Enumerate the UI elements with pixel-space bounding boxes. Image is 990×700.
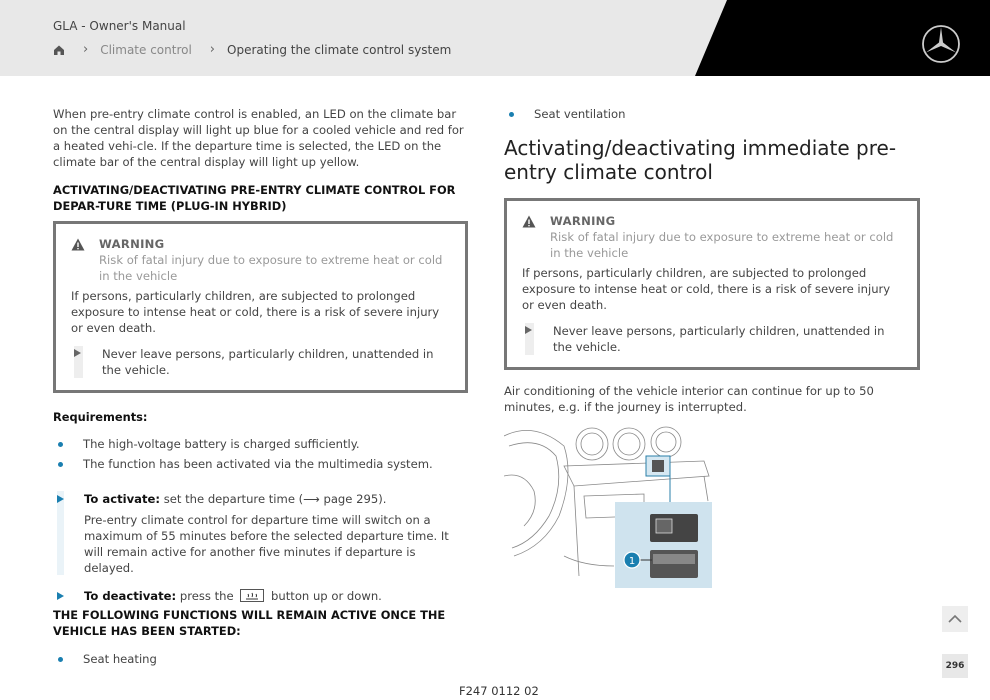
figure-id: F247 0112 02 (459, 684, 539, 698)
list-item: Seat ventilation (504, 106, 920, 122)
warning-subtitle: Risk of fatal injury due to exposure to extreme heat or cold in the vehicle (550, 230, 894, 260)
brand-star-logo-icon (921, 24, 961, 64)
activate-detail: Pre-entry climate control for departure time will switch on a maximum of 55 minutes before the selected departure time. It will remain active for another five minutes if departure is delayed. (84, 513, 449, 575)
breadcrumb-item-current: Operating the climate control system (227, 42, 452, 57)
requirements-list (53, 436, 468, 472)
app-title: GLA - Owner's Manual (53, 19, 186, 33)
list-item: Seat heating (53, 651, 468, 667)
functions-list (53, 651, 468, 667)
section-title: Activating/deactivating immediate pre-entry climate control (504, 136, 897, 184)
scroll-to-top-button[interactable] (942, 606, 968, 632)
requirements-label: Requirements: (53, 410, 148, 424)
warning-header (71, 236, 450, 284)
intro-paragraph: When pre-entry climate control is enabled, an LED on the climate bar on the central display will light up blue for a cooled vehicle and red for a heated vehi-cle. If the departure time is selected, the LED on the climate bar of the central display will light up yellow. (53, 107, 464, 169)
functions-list-continued (504, 106, 920, 122)
deactivate-label: To deactivate: (84, 589, 177, 603)
left-column (53, 106, 468, 671)
climate-button-icon (240, 589, 264, 602)
warning-step-text: Never leave persons, particularly children, unattended in the vehicle. (102, 347, 434, 377)
activate-label: To activate: (84, 492, 161, 506)
warning-body: If persons, particularly children, are subjected to prolonged exposure to intense heat or cold, there is a risk of severe injury or even death. (522, 266, 891, 312)
activate-text[interactable]: set the departure time (⟶ page 295). (160, 492, 387, 506)
breadcrumb-item-climate-control[interactable]: Climate control (100, 42, 192, 57)
right-column (504, 106, 920, 415)
functions-heading: THE FOLLOWING FUNCTIONS WILL REMAIN ACTIVE ONCE THE VEHICLE HAS BEEN STARTED: (53, 608, 446, 638)
chevron-right-icon: › (83, 42, 89, 57)
step-arrow-icon (57, 592, 64, 600)
deactivate-step: To deactivate: press the button up or down. (53, 588, 468, 604)
callout-number: 1 (628, 556, 636, 567)
chevron-up-icon (942, 606, 968, 632)
bullet-icon (58, 442, 63, 447)
warning-step (71, 346, 450, 378)
breadcrumb (53, 42, 451, 57)
section-heading: ACTIVATING/DEACTIVATING PRE-ENTRY CLIMATE CONTROL FOR DEPAR-TURE TIME (PLUG-IN HYBRID) (53, 183, 456, 213)
warning-header (522, 213, 902, 261)
warning-step-text: Never leave persons, particularly children, unattended in the vehicle. (553, 324, 885, 354)
warning-box (53, 221, 468, 393)
home-icon[interactable] (53, 44, 65, 56)
warning-box (504, 198, 920, 370)
bullet-icon (509, 112, 514, 117)
dashboard-illustration (504, 416, 712, 588)
warning-title: WARNING (550, 214, 616, 228)
step-arrow-icon (74, 349, 81, 357)
warning-body: If persons, particularly children, are subjected to prolonged exposure to intense heat or cold, there is a risk of severe injury or even death. (71, 289, 440, 335)
step-arrow-icon (57, 495, 64, 503)
activate-step (53, 491, 468, 576)
step-arrow-icon (525, 326, 532, 334)
warning-step (522, 323, 902, 355)
page-number-badge: 296 (942, 654, 968, 678)
warning-title: WARNING (99, 237, 165, 251)
bullet-icon (58, 657, 63, 662)
chevron-right-icon: › (209, 42, 215, 57)
bullet-icon (58, 462, 63, 467)
warning-triangle-icon (71, 238, 85, 251)
list-item: The high-voltage battery is charged sufficiently. (53, 436, 468, 452)
list-item: The function has been activated via the multimedia system. (53, 456, 468, 472)
note-paragraph: Air conditioning of the vehicle interior can continue for up to 50 minutes, e.g. if the journey is interrupted. (504, 384, 874, 414)
warning-subtitle: Risk of fatal injury due to exposure to extreme heat or cold in the vehicle (99, 253, 443, 283)
step-bar (57, 491, 64, 575)
warning-triangle-icon (522, 215, 536, 228)
